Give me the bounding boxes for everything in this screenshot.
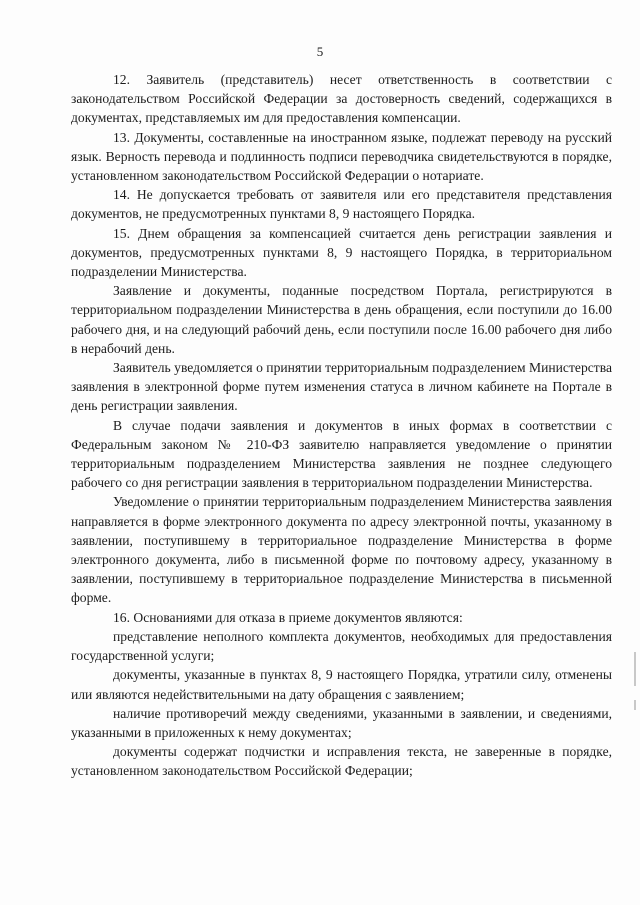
paragraph-portal-registration: Заявление и документы, поданные посредством Портала, регистрируются в территориальном подразделении Министерства в день обращения, если поступили до 16.00 рабочего дня, и на следующий рабочий день, если поступили после 16.00 рабочего дня либо в нерабочий день. xyxy=(71,283,612,356)
paragraph-14: 14. Не допускается требовать от заявителя или его представителя представления документов, не предусмотренных пунктами 8, 9 настоящего Порядка. xyxy=(71,187,612,222)
paragraph-applicant-notified: Заявитель уведомляется о принятии территориальным подразделением Министерства заявления в электронной форме путем изменения статуса в личном кабинете на Портале в день регистрации заявления. xyxy=(71,360,612,414)
list-item-contradictions: наличие противоречий между сведениями, указанными в заявлении, и сведениями, указанными в приложенных к нему документах; xyxy=(71,705,612,740)
paragraph-15: 15. Днем обращения за компенсацией считается день регистрации заявления и документов, предусмотренных пунктами 8, 9 настоящего Порядка, в территориальном подразделении Министерства. xyxy=(71,225,612,280)
list-item-incomplete-documents: представление неполного комплекта документов, необходимых для предоставления государственной услуги; xyxy=(71,628,612,664)
document-body xyxy=(71,70,612,781)
paragraph-notification-delivery: Уведомление о принятии территориальным подразделением Министерства заявления направляется в форме электронного документа по адресу электронной почты, указанному в заявлении, поступившему в территориальное подразделение Министерства в форме электронного документа, либо в письменной форме по почтовому адресу, указанному в заявлении, поступившему в территориальное подразделение Министерства в письменной форме. xyxy=(71,494,612,606)
paragraph-16: 16. Основаниями для отказа в приеме документов являются: xyxy=(113,609,463,625)
scan-edge-mark xyxy=(634,652,636,686)
paragraph-13: 13. Документы, составленные на иностранном языке, подлежат переводу на русский язык. Верность перевода и подлинность подписи переводчика свидетельствуются в порядке, установленном законодательством Российской Федерации о нотариате. xyxy=(71,129,612,184)
paragraph-other-forms: В случае подачи заявления и документов в иных формах в соответствии с Федеральным законом № 210-ФЗ заявителю направляется уведомление о принятии территориальным подразделением Министерства заявления не позднее следующего рабочего со дня регистрации заявления в территориальном подразделении Министерства. xyxy=(71,417,612,491)
paragraph-12: 12. Заявитель (представитель) несет ответственность в соответствии с законодательством Российской Федерации за достоверность сведений, содержащихся в документах, представляемых им для предоставления компенсации. xyxy=(71,72,612,126)
page-number: 5 xyxy=(316,44,324,59)
scan-edge-mark xyxy=(634,700,636,710)
list-item-corrections: документы содержат подчистки и исправления текста, не заверенные в порядке, установленном законодательством Российской Федерации; xyxy=(71,744,612,779)
list-item-invalid-documents: документы, указанные в пунктах 8, 9 настоящего Порядка, утратили силу, отменены или являются недействительными на дату обращения с заявлением; xyxy=(71,667,612,702)
